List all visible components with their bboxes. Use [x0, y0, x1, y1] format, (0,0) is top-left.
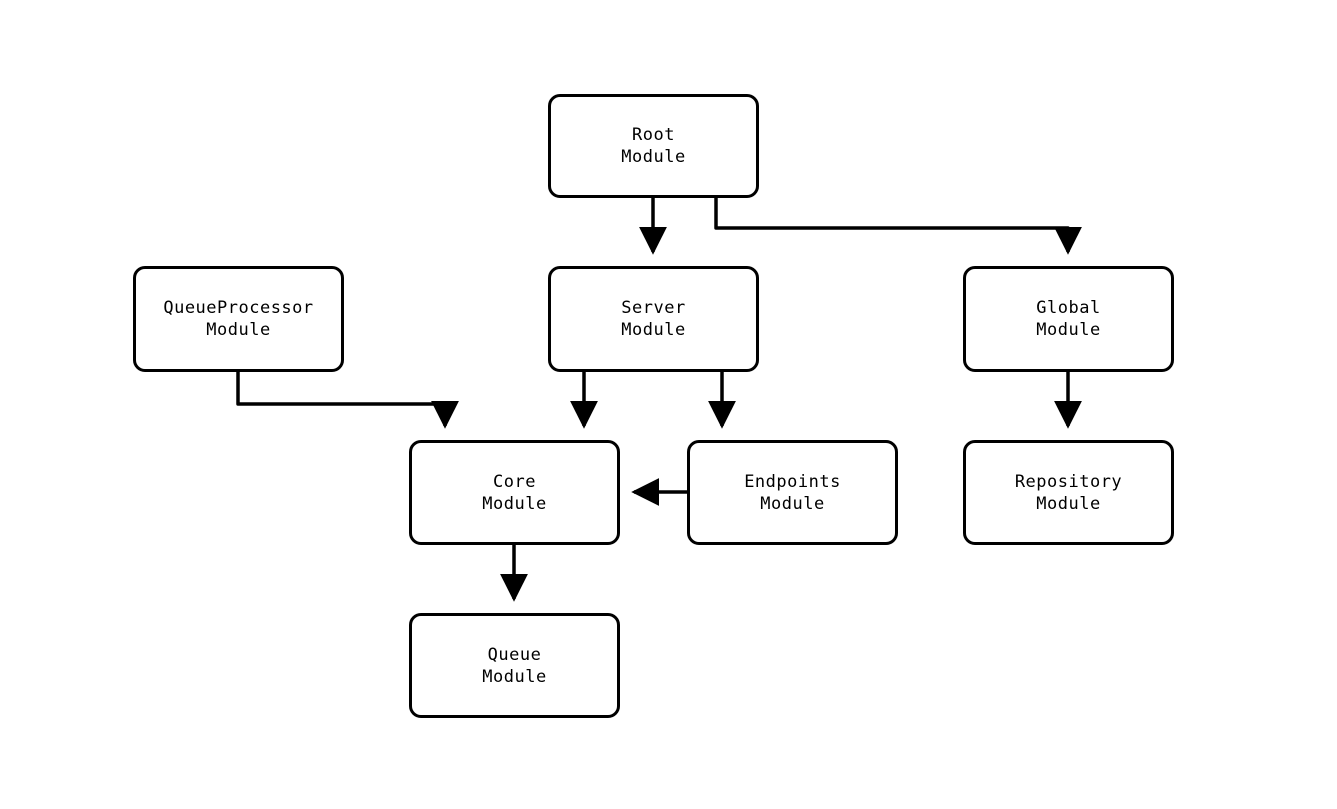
- node-label-line2: Module: [621, 147, 686, 167]
- node-label-line1: QueueProcessor: [163, 298, 314, 318]
- edge-root-to-global: [716, 198, 1068, 252]
- node-global-module[interactable]: [963, 266, 1174, 372]
- node-label-line1: Queue: [487, 644, 542, 665]
- node-label-line2: Module: [1036, 320, 1101, 340]
- node-queue-module[interactable]: [409, 613, 620, 718]
- node-label-line2: Module: [1036, 493, 1101, 514]
- node-label-line1: Endpoints: [744, 471, 841, 492]
- node-queueprocessor-module[interactable]: [133, 266, 344, 372]
- node-label-line2: Module: [206, 320, 271, 340]
- node-label-line2: Module: [482, 666, 547, 687]
- node-label-line1: Core: [493, 471, 536, 492]
- node-label-line2: Module: [621, 320, 686, 340]
- node-label-line1: Root: [632, 125, 675, 145]
- node-label-line1: Repository: [1014, 471, 1123, 492]
- node-endpoints-module[interactable]: [687, 440, 898, 545]
- node-label-line1: Server: [621, 298, 686, 318]
- node-label-line2: Module: [760, 493, 825, 514]
- node-core-module[interactable]: [409, 440, 620, 545]
- edge-queueprocessor-to-core: [238, 372, 445, 426]
- node-repository-module[interactable]: [963, 440, 1174, 545]
- node-label-line1: Global: [1036, 298, 1101, 318]
- node-label-line2: Module: [482, 493, 547, 514]
- node-root-module[interactable]: [548, 94, 759, 198]
- node-server-module[interactable]: [548, 266, 759, 372]
